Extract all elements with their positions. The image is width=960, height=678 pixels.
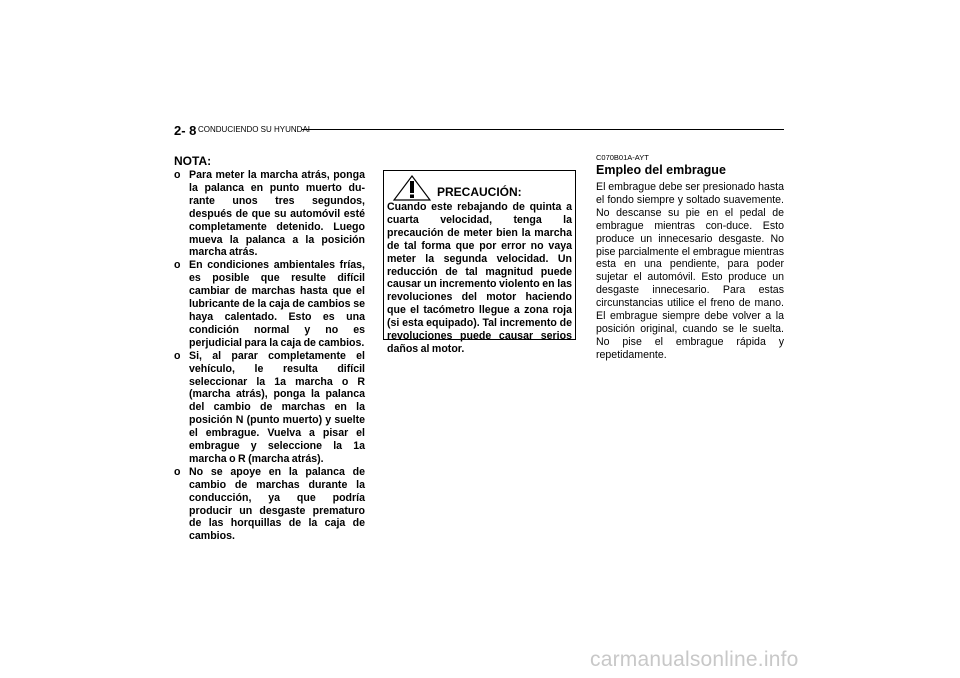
caution-title: PRECAUCIÓN: — [437, 185, 522, 199]
nota-item — [174, 169, 365, 259]
bullet-marker: o — [174, 259, 181, 272]
clutch-heading: Empleo del embrague — [596, 163, 726, 177]
warning-triangle-icon — [393, 175, 431, 201]
nota-item — [174, 466, 365, 543]
bullet-marker: o — [174, 349, 181, 362]
header-rule — [302, 129, 784, 130]
nota-item — [174, 350, 365, 466]
bullet-marker: o — [174, 169, 181, 181]
nota-item-text: En condiciones ambientales frías, es posible que resulte difícil cambiar de marchas hasta que el lubricante de la caja de cambios se haya calentado. Esto es una condición normal y no es perjudicial para la caja de cambios. — [189, 259, 365, 349]
caution-text: Cuando este rebajando de quinta a cuarta velocidad, tenga la precaución de meter bien la marcha de tal forma que por error no vaya meter la segunda velocidad. Un reducción de tal magnitud puede causar un incremento violento en las revoluciones del motor haciendo que el tacómetro llegue a zona roja (si esta equipado). Tal incremento de revoluciones puede causar serios daños al motor. — [387, 201, 572, 355]
section-title: CONDUCIENDO SU HYUNDAI — [198, 125, 311, 134]
clutch-section — [596, 153, 784, 362]
page-number: 2- 8 — [174, 123, 197, 138]
section-code: C070B01A-AYT — [596, 153, 649, 162]
nota-section — [174, 154, 365, 543]
nota-item-text: Si, al parar completamente el vehículo, le resulta difícil seleccionar la 1a marcha o R (marcha atrás), ponga la palanca del cambio de marchas en la posición N (punto muerto) y suelte el embrague. Vuelva a pisar el embrague y seleccione la 1a marcha o R (marcha atrás). — [189, 349, 365, 465]
watermark: carmanualsonline.info — [590, 648, 799, 671]
nota-list — [174, 169, 365, 543]
nota-item-text: No se apoye en la palanca de cambio de marchas durante la conducción, ya que podría producir un desgaste prematuro de las horquillas de la caja de cambios. — [189, 465, 365, 543]
clutch-text: El embrague debe ser presionado hasta el fondo siempre y soltado suavemente. No descanse su pie en el pedal de embrague mientras con-duce. Esto produce un innecesario desgaste. No pise parcialmente el embrague mientras esta en una pendiente, para poder sujetar el automóvil. Esto produce un desgaste innecesario. Para estas circunstancias utilice el freno de mano. El embrague siempre debe volver a la posición original, cuando se le suelta. No pise el embrague rápida y repetidamente. — [596, 181, 784, 361]
bullet-marker: o — [174, 465, 181, 478]
nota-item — [174, 259, 365, 349]
nota-title: NOTA: — [174, 154, 212, 168]
caution-header — [387, 175, 572, 201]
caution-box — [383, 170, 576, 355]
nota-item-text: Para meter la marcha atrás, ponga la palanca en punto muerto du-rante unos tres segundos, después de que su automóvil esté completamente detenido. Luego mueva la palanca a la posición marcha atrás. — [189, 169, 365, 259]
